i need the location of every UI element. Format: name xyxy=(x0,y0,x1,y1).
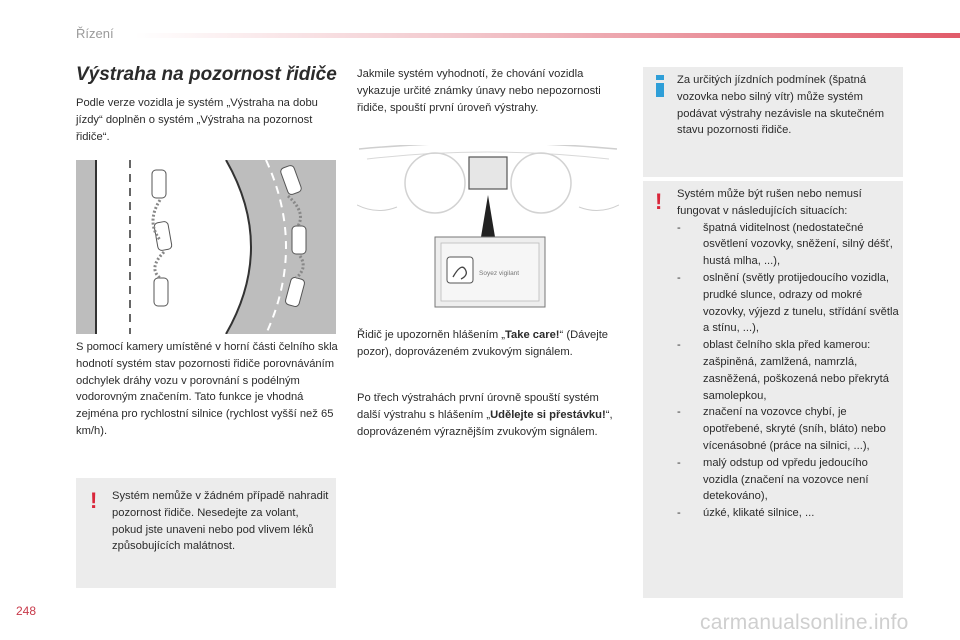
break-message: Udělejte si přestávku! xyxy=(490,408,606,421)
list-item: - malý odstup od vpředu jedoucího vozidla (značení na vozovce není detekováno), xyxy=(677,456,869,503)
warning-icon: ! xyxy=(90,488,98,513)
camera-paragraph: S pomocí kamery umístěné v horní části čelního skla hodnotí systém stav pozornosti řidiče porovnáváním odchylek dráhy vozu v porovnání s podélným vodorovným značením. Tato funkce je vhodná zejména pro rychlostní silnice (rychlost vyšší než 65 km/h). xyxy=(76,341,338,437)
break-paragraph: Po třech výstrahách první úrovně spouští systém další výstrahu s hlášením „Udělejte si přestávku!“, doprovázeném výraznějším zvukovým signálem. xyxy=(357,392,613,438)
list-item: - špatná viditelnost (nedostatečné osvětlení vozovky, sněžení, silný déšť, hustá mlha, ...), xyxy=(677,221,893,268)
page-title: Výstraha na pozornost řidiče xyxy=(76,64,337,85)
alert-first-level-paragraph: Jakmile systém vyhodnotí, že chování vozidla vykazuje určité známky únavy nebo nepozornosti řidiče, spouští první úroveň výstrahy. xyxy=(357,68,601,114)
limitations-text xyxy=(677,186,901,522)
info-note xyxy=(643,67,903,177)
list-item: - značení na vozovce chybí, je opotřebené, skryté (sníh, bláto) nebo vícenásobné (práce na silnici, ...), xyxy=(677,406,886,452)
take-care-message: Take care! xyxy=(505,329,560,341)
info-note-text: Za určitých jízdních podmínek (špatná vozovka nebo silný vítr) může systém podávat výstrahy nezávisle na skutečném stavu pozornosti řidiče. xyxy=(677,74,885,137)
limitations-note xyxy=(643,181,903,598)
intro-paragraph: Podle verze vozidla je systém „Výstraha na dobu jízdy“ doplněn o systém „Výstraha na pozornost řidiče“. xyxy=(76,97,318,143)
page-number: 248 xyxy=(16,604,37,618)
warning-icon: ! xyxy=(655,189,663,214)
list-item: - úzké, klikaté silnice, ... xyxy=(677,507,815,520)
section-header: Řízení xyxy=(76,26,114,41)
display-message: Soyez vigilant xyxy=(479,270,520,277)
take-care-paragraph: Řidič je upozorněn hlášením „Take care!“ (Dávejte pozor), doprovázeném zvukovým signálem. xyxy=(357,329,609,358)
limitations-intro: Systém může být rušen nebo nemusí fungovat v následujících situacích: xyxy=(677,188,862,217)
header-bar xyxy=(135,33,960,38)
dashboard-illustration xyxy=(357,145,619,315)
road-illustration xyxy=(76,160,336,334)
list-item: - oslnění (světly protijedoucího vozidla, prudké slunce, odrazy od mokré vozovky, výjezd z tunelu, střídání světla a stínu, ...), xyxy=(677,271,899,335)
warning-note xyxy=(76,478,336,588)
info-icon xyxy=(655,75,665,97)
watermark: carmanualsonline.info xyxy=(700,611,909,634)
list-item: - oblast čelního skla před kamerou: zašpiněná, zamlžená, namrzlá, zasněžená, poškozená nebo překrytá samolepkou, xyxy=(677,339,889,402)
warning-note-text: Systém nemůže v žádném případě nahradit pozornost řidiče. Nesedejte za volant, pokud jste unaveni nebo pod vlivem léků způsobujících malátnost. xyxy=(112,490,329,553)
